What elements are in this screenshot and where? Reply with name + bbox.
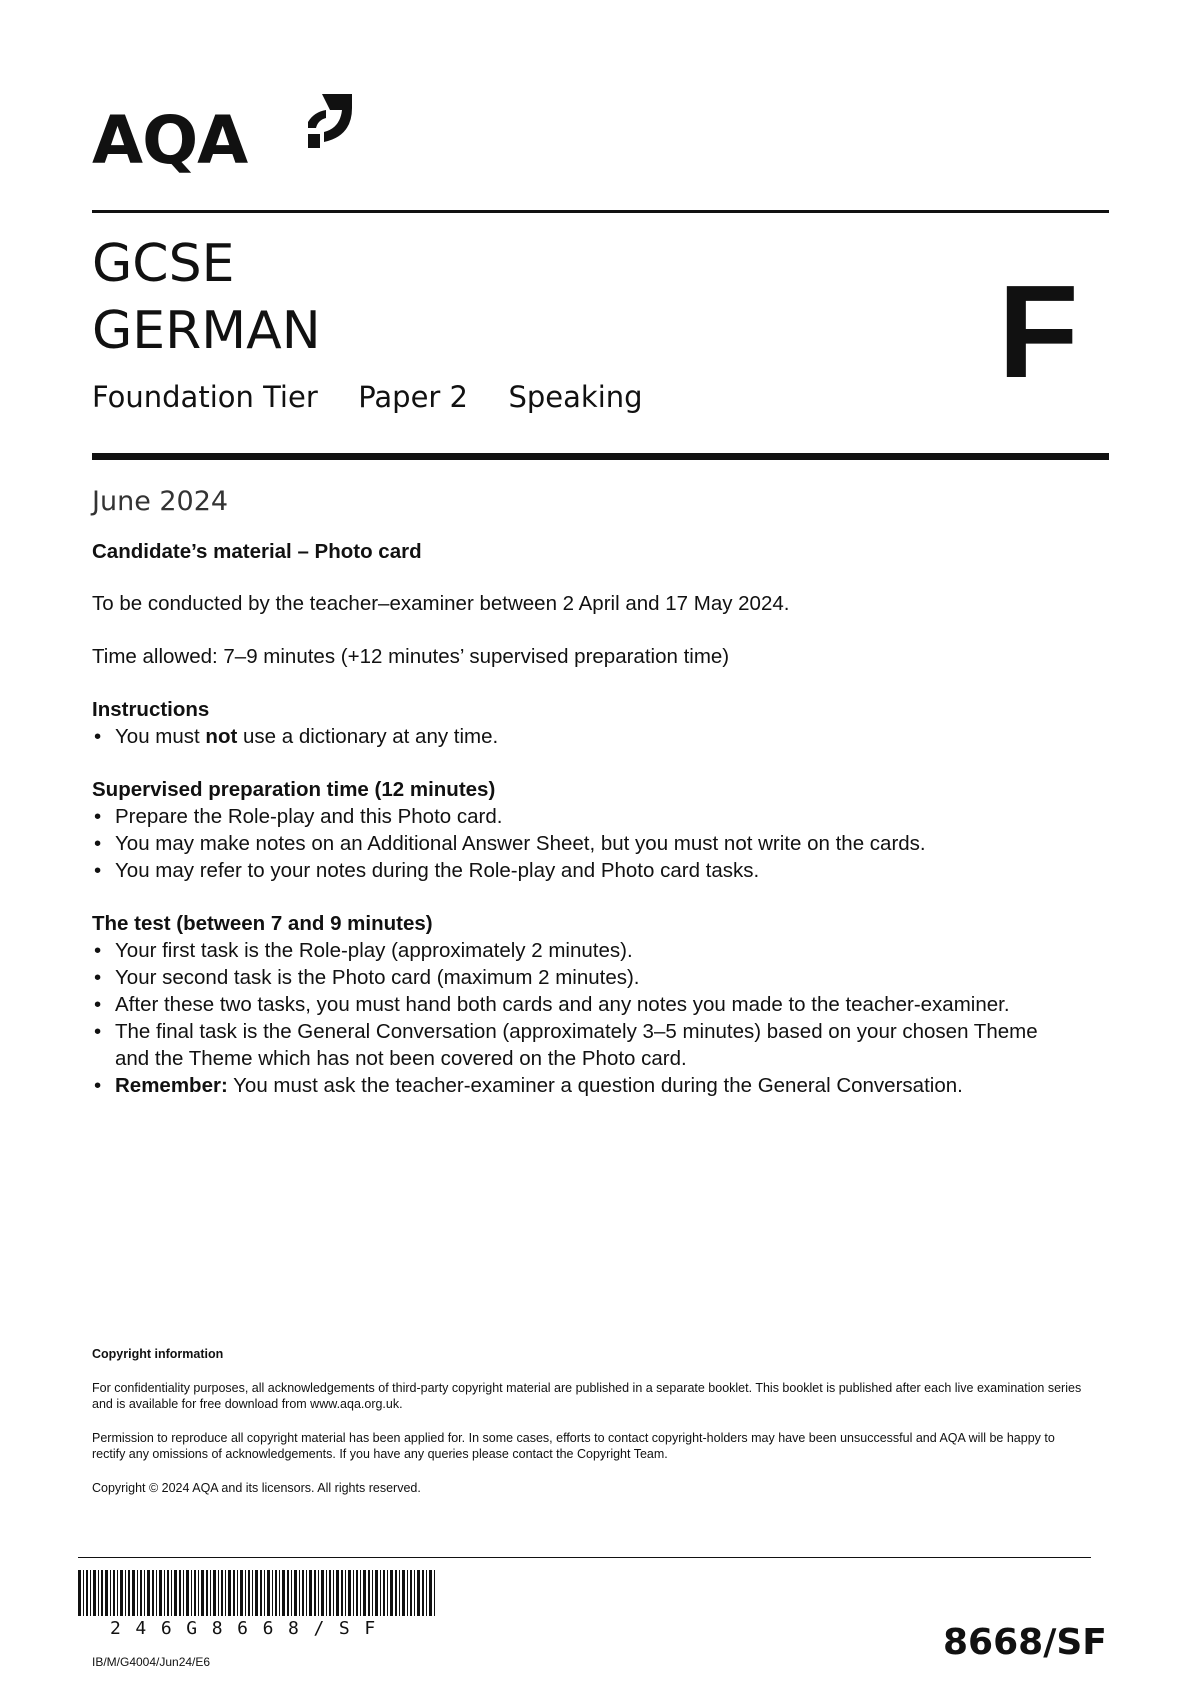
copyright-para-2: Permission to reproduce all copyright material has been applied for. In some cases, efforts to contact copyright-holders may have been unsuccessful and AQA will be happy to rectify any omissions of acknowledgements. If you have any queries please contact the Copyright Team. — [92, 1431, 1055, 1461]
time-allowed-text: Time allowed: 7–9 minutes (+12 minutes’ supervised preparation time) — [92, 645, 730, 668]
copyright-para-1: For confidentiality purposes, all acknowledgements of third-party copyright material are published in a separate booklet. This booklet is published after each live examination series and is available for free download from www.aqa.org.uk. — [92, 1381, 1082, 1411]
list-item: • You must not use a dictionary at any time. — [92, 723, 1112, 750]
list-item: • You may refer to your notes during the Role-play and Photo card tasks. — [92, 857, 1112, 884]
list-item: • Prepare the Role-play and this Photo card. — [92, 803, 1112, 830]
header-top-rule — [92, 210, 1109, 213]
material-title: Candidate’s material – Photo card — [92, 540, 422, 563]
list-item: • Your first task is the Role-play (approximately 2 minutes). — [92, 937, 1092, 964]
aqa-logo-mark-icon — [306, 92, 354, 152]
conducted-text: To be conducted by the teacher–examiner between 2 April and 17 May 2024. — [92, 592, 790, 615]
list-item: • The final task is the General Conversation (approximately 3–5 minutes) based on your chosen Theme and the Theme which has not been covered on the Photo card. — [92, 1018, 1045, 1072]
instructions-heading: Instructions — [92, 698, 210, 721]
list-item: • You may make notes on an Additional Answer Sheet, but you must not write on the cards. — [92, 830, 1112, 857]
tier-label: Foundation Tier — [92, 380, 318, 414]
test-heading: The test (between 7 and 9 minutes) — [92, 912, 433, 935]
exam-date: June 2024 — [92, 486, 229, 517]
list-item: • After these two tasks, you must hand both cards and any notes you made to the teacher-examiner. — [92, 991, 1092, 1018]
barcode-text: 246G8668/SF — [110, 1618, 390, 1639]
component-label: Speaking — [508, 380, 643, 414]
paper-label: Paper 2 — [358, 380, 469, 414]
instructions-list — [92, 723, 1112, 750]
copyright-para-3: Copyright © 2024 AQA and its licensors. All rights reserved. — [92, 1481, 421, 1495]
copyright-section — [92, 1346, 1082, 1496]
barcode — [78, 1570, 438, 1616]
test-section — [92, 910, 1092, 1099]
list-item: • Remember: You must ask the teacher-examiner a question during the General Conversation. — [92, 1072, 1092, 1099]
list-item: • Your second task is the Photo card (maximum 2 minutes). — [92, 964, 1092, 991]
paper-code: 8668/SF — [943, 1622, 1107, 1663]
instructions-section — [92, 696, 1112, 750]
aqa-logo — [92, 92, 362, 182]
footer-rule — [78, 1557, 1091, 1558]
aqa-logo-text: AQA — [92, 102, 248, 179]
qualification-title: GCSE — [92, 234, 235, 294]
copyright-heading: Copyright information — [92, 1347, 224, 1361]
subject-title: GERMAN — [92, 301, 321, 361]
preparation-section — [92, 776, 1112, 884]
preparation-heading: Supervised preparation time (12 minutes) — [92, 778, 496, 801]
tier-letter: F — [998, 258, 1079, 405]
test-list — [92, 937, 1092, 1099]
paper-details — [92, 380, 643, 414]
preparation-list — [92, 803, 1112, 884]
document-reference: IB/M/G4004/Jun24/E6 — [92, 1655, 211, 1669]
header-bottom-rule — [92, 453, 1109, 460]
